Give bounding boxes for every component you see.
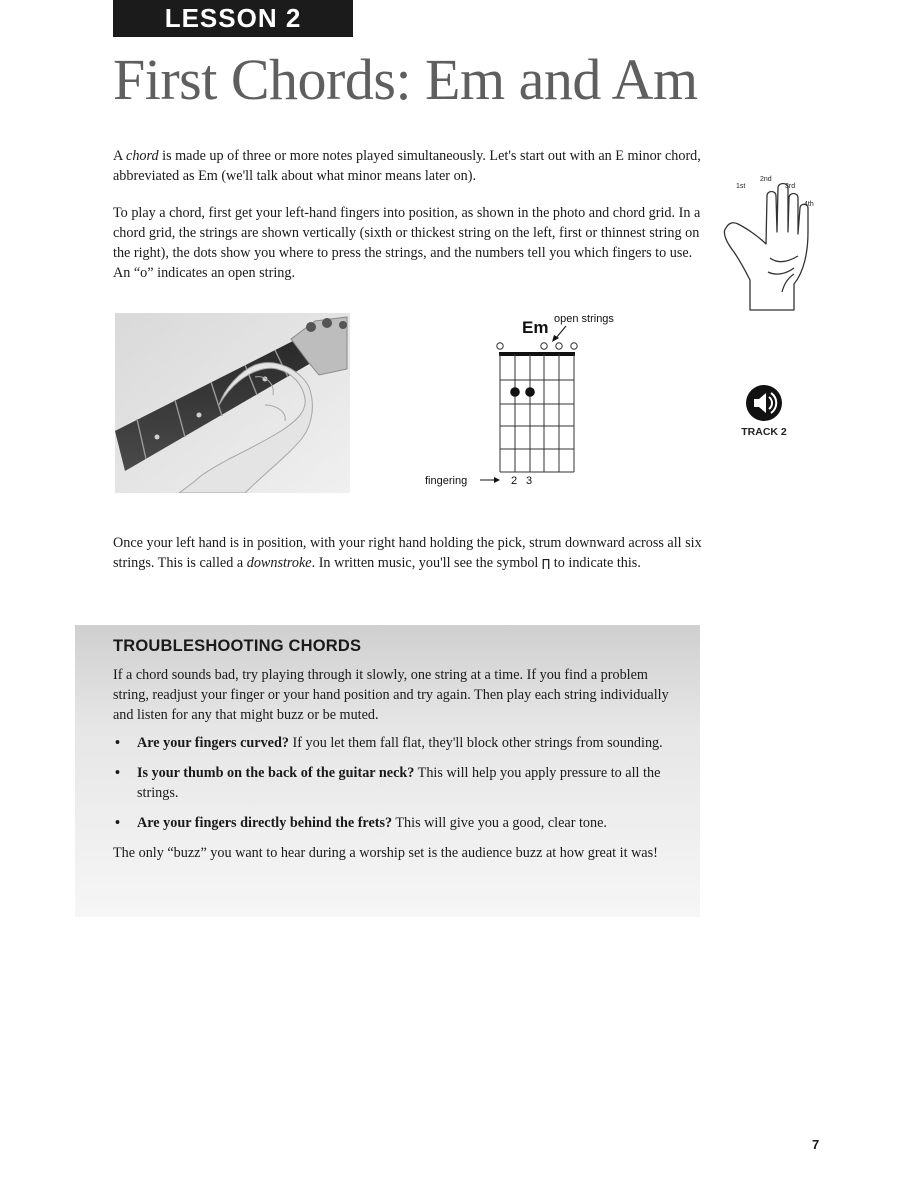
list-item bbox=[113, 763, 683, 803]
track-label: TRACK 2 bbox=[741, 426, 787, 438]
intro-text-b: is made up of three or more notes played simultaneously. Let's start out with an E minor chord, abbreviated as Em (we'll talk about what minor means later on). bbox=[113, 148, 701, 184]
finger-dot-string-5 bbox=[510, 387, 520, 397]
strum-paragraph bbox=[113, 533, 703, 574]
troubleshooting-heading: TROUBLESHOOTING CHORDS bbox=[113, 637, 362, 655]
bullet-question: Is your thumb on the back of the guitar neck? bbox=[137, 765, 415, 781]
troubleshooting-intro: If a chord sounds bad, try playing through it slowly, one string at a time. If you find a problem string, readjust your finger or your hand position and try again. Then play each string individually and listen for any that might buzz or be muted. bbox=[113, 667, 669, 723]
troubleshooting-list bbox=[113, 733, 683, 833]
finger-dot-string-4 bbox=[525, 387, 535, 397]
finger-label-4th: 4th bbox=[804, 201, 814, 208]
intro-paragraph-1 bbox=[113, 146, 703, 186]
open-string-marker bbox=[541, 343, 547, 349]
fingering-number: 2 bbox=[511, 475, 518, 487]
intro-paragraph-2: To play a chord, first get your left-hand fingers into position, as shown in the photo and chord grid. In a chord grid, the strings are shown vertically (sixth or thickest string on the left, first or thinnest string on the right), the dots show you where to press the strings, and the numbers tell you which fingers to use. An “o” indicates an open string. bbox=[113, 205, 701, 281]
audio-track[interactable] bbox=[738, 383, 790, 438]
open-string-marker bbox=[556, 343, 562, 349]
bullet-answer: If you let them fall flat, they'll block other strings from sounding. bbox=[288, 735, 663, 751]
page-title: First Chords: Em and Am bbox=[113, 47, 698, 112]
open-string-marker bbox=[497, 343, 503, 349]
strum-text-c: to indicate this. bbox=[550, 555, 641, 571]
guitar-chord-photo bbox=[115, 313, 350, 493]
bullet-question: Are your fingers curved? bbox=[137, 735, 289, 751]
fingering-label: fingering bbox=[425, 475, 468, 487]
chord-nut bbox=[499, 352, 575, 356]
fingering-arrowhead bbox=[494, 477, 500, 483]
open-string-marker bbox=[571, 343, 577, 349]
list-item bbox=[113, 733, 683, 753]
troubleshooting-box bbox=[75, 625, 700, 917]
bullet-answer: This will give you a good, clear tone. bbox=[392, 815, 607, 831]
chord-name: Em bbox=[522, 318, 549, 337]
em-chord-diagram bbox=[420, 308, 660, 493]
open-strings-arrow bbox=[556, 326, 566, 338]
chord-term: chord bbox=[126, 148, 159, 164]
list-item bbox=[113, 813, 683, 833]
hand-finger-diagram bbox=[712, 172, 824, 314]
finger-label-2nd: 2nd bbox=[760, 176, 772, 183]
lesson-label: LESSON 2 bbox=[113, 0, 353, 37]
fingering-number: 3 bbox=[526, 475, 533, 487]
strum-text-b: . In written music, you'll see the symbol bbox=[311, 555, 542, 571]
troubleshooting-closing: The only “buzz” you want to hear during a worship set is the audience buzz at how great it was! bbox=[113, 845, 658, 861]
downstroke-symbol: ∏ bbox=[541, 557, 551, 570]
bullet-question: Are your fingers directly behind the frets? bbox=[137, 815, 393, 831]
bullet-answer: This will help you apply pressure to all the strings. bbox=[137, 765, 661, 801]
downstroke-term: downstroke bbox=[246, 555, 312, 571]
page-number: 7 bbox=[812, 1137, 820, 1152]
strum-text-a: Once your left hand is in position, with your right hand holding the pick, strum downward across all six strings. This is called a bbox=[113, 535, 702, 571]
open-strings-label: open strings bbox=[554, 313, 614, 325]
speaker-icon[interactable] bbox=[744, 383, 784, 423]
finger-label-3rd: 3rd bbox=[785, 183, 796, 190]
finger-label-1st: 1st bbox=[736, 183, 746, 190]
intro-text-a: A bbox=[113, 148, 127, 164]
